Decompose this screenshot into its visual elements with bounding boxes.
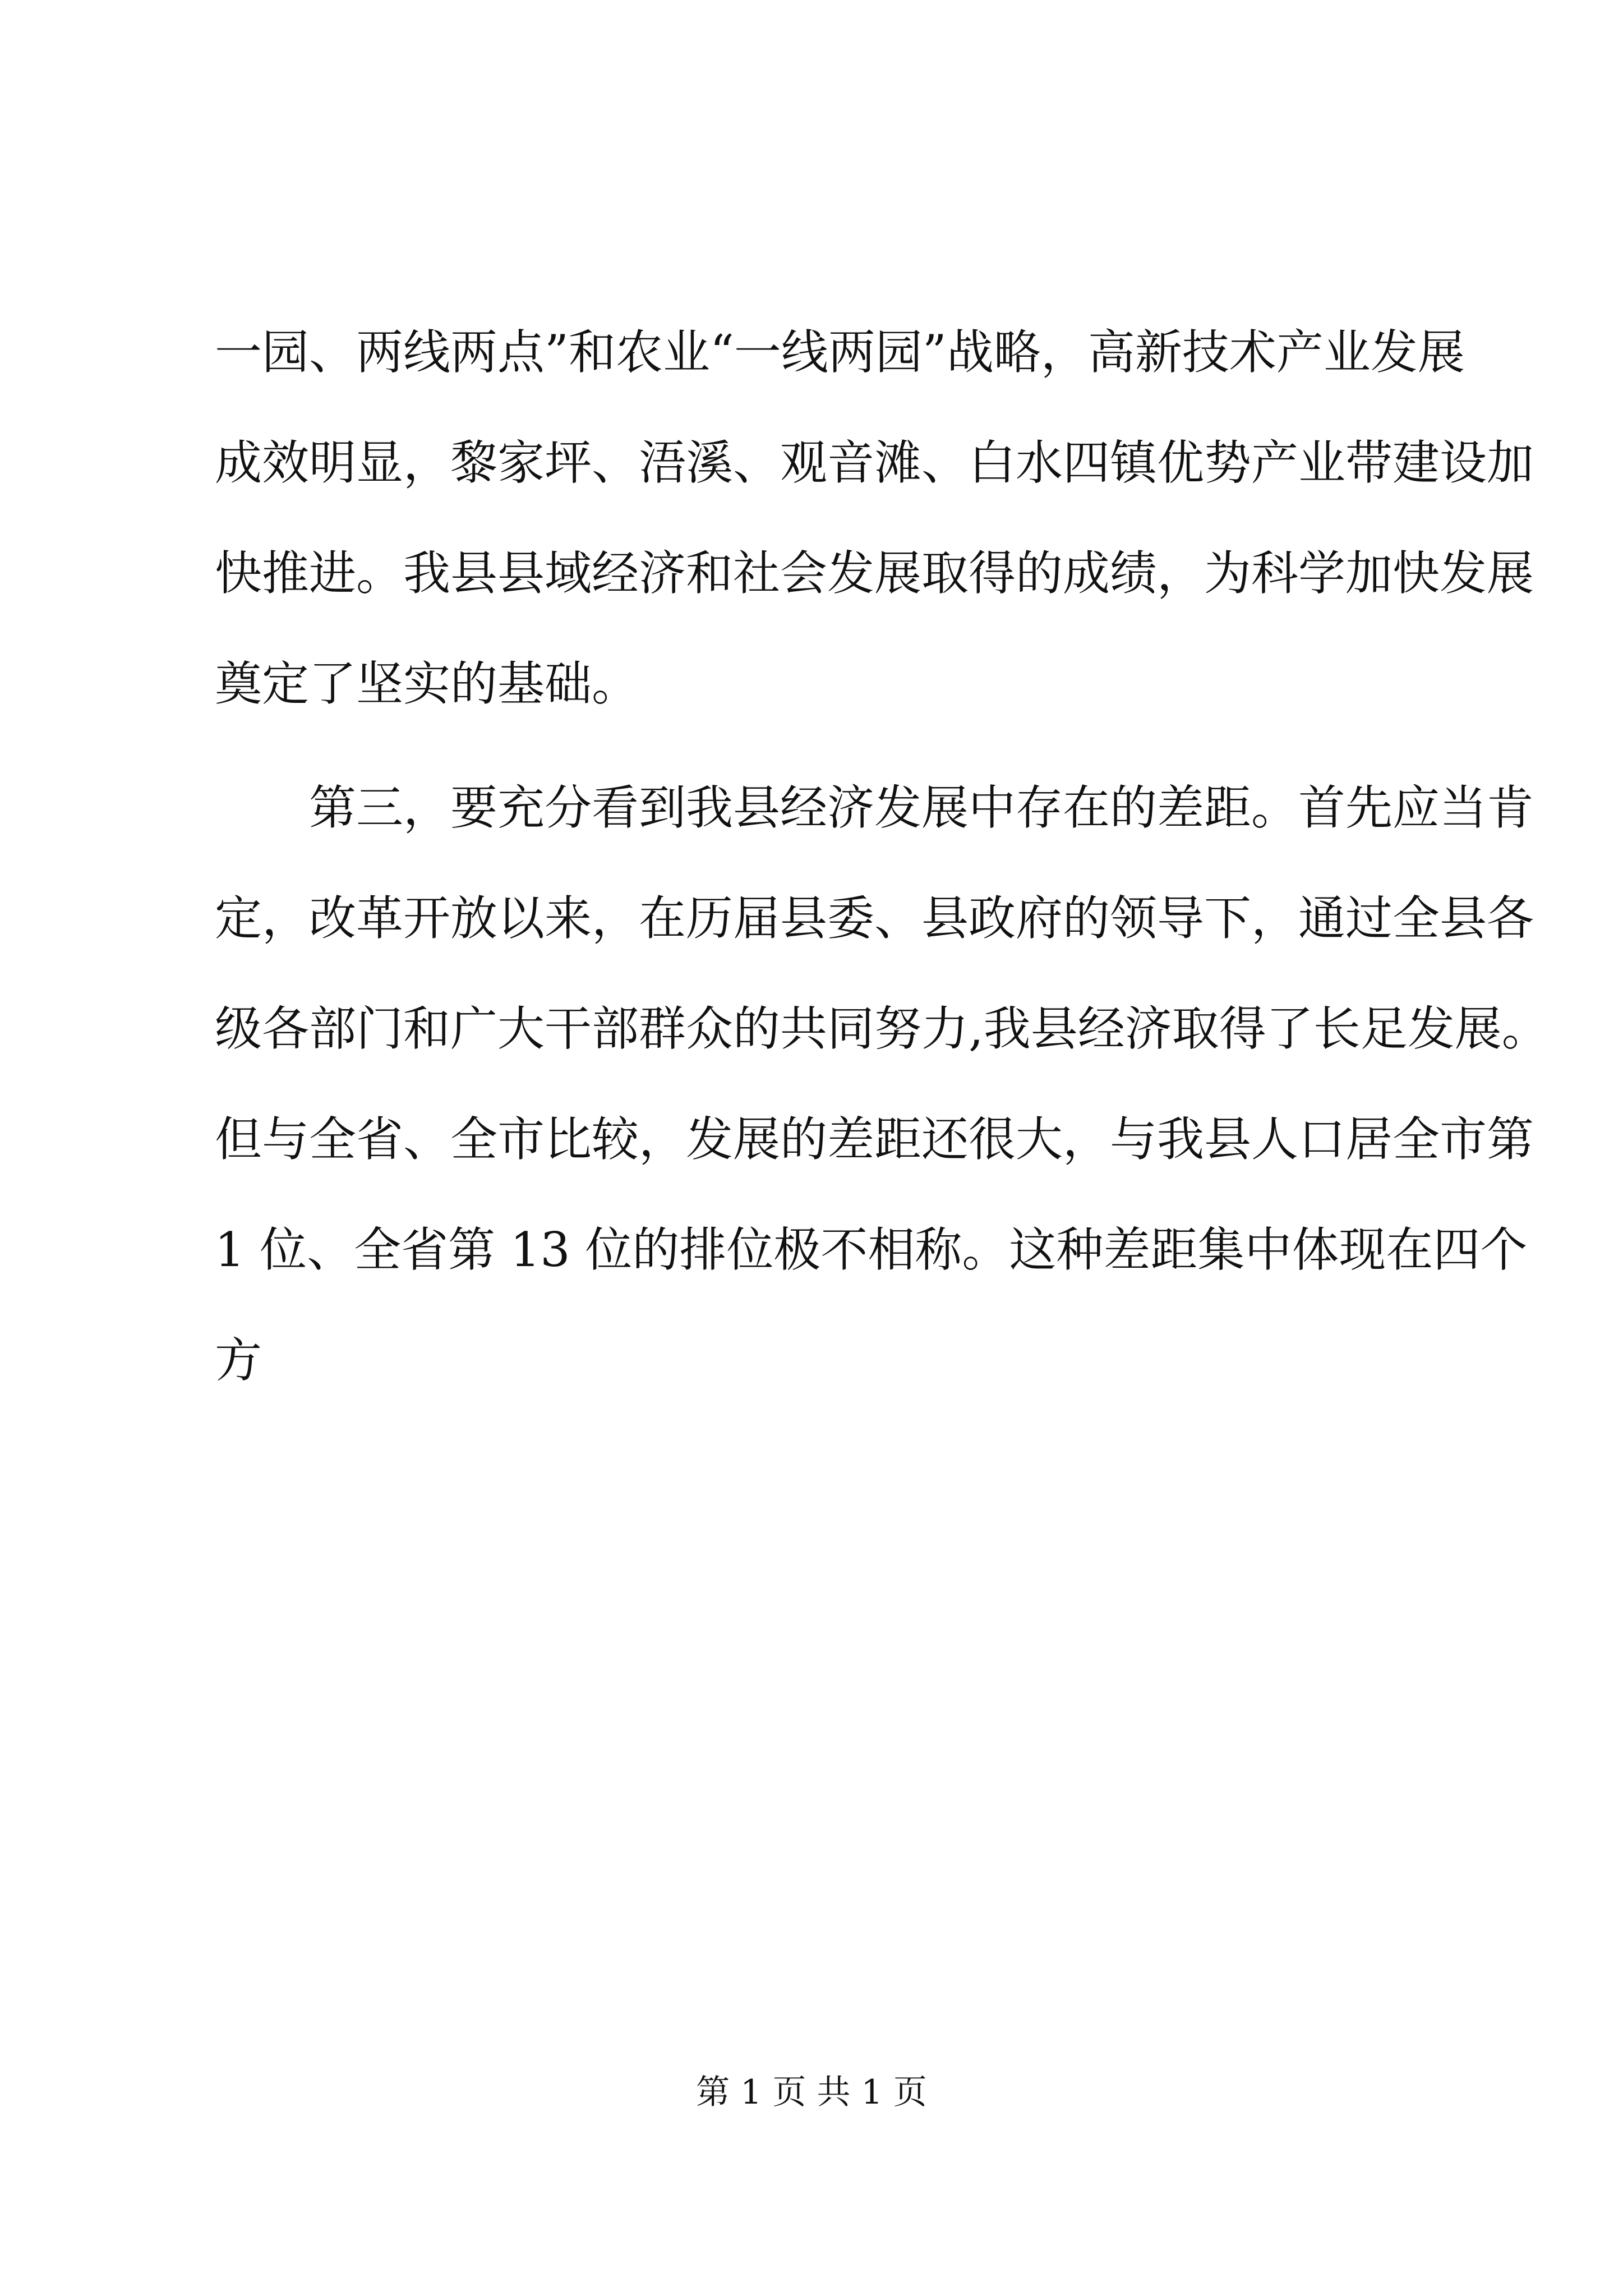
document-body [215, 297, 1549, 1416]
text-line: 奠定了坚实的基础。 [215, 656, 639, 711]
text-line: 成效明显，黎家坪、浯溪、观音滩、白水四镇优势产业带建设加 [215, 435, 1534, 490]
text-line: 但与全省、全市比较，发展的差距还很大，与我县人口居全市第 [215, 1112, 1534, 1167]
text-line: 第三，要充分看到我县经济发展中存在的差距。首先应当肯 [309, 780, 1534, 835]
paragraph-spacer [215, 739, 1426, 753]
paragraph-1 [215, 297, 1534, 739]
page-footer [0, 2070, 1623, 2115]
text-line: 快推进。我县县域经济和社会发展取得的成绩，为科学加快发展 [215, 546, 1534, 601]
paragraph-2 [215, 753, 1549, 1416]
text-line: 1 位、全省第 13 位的排位极不相称。这种差距集中体现在四个 [215, 1222, 1528, 1277]
text-line: 定，改革开放以来，在历届县委、县政府的领导下，通过全县各 [215, 891, 1534, 946]
text-line: 一园、两线两点”和农业“一线两园”战略，高新技术产业发展 [215, 325, 1465, 380]
text-line: 方 [215, 1333, 262, 1388]
page-number-label: 第 1 页 共 1 页 [696, 2073, 927, 2112]
text-line: 级各部门和广大干部群众的共同努力,我县经济取得了长足发展。 [215, 1001, 1549, 1056]
